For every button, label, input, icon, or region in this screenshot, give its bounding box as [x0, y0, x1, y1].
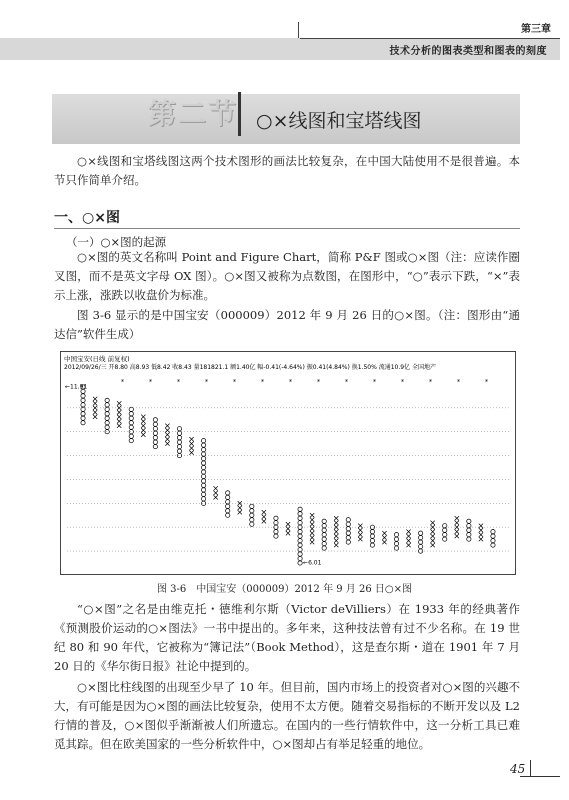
pf-o-mark — [201, 474, 205, 478]
pf-o-mark — [105, 416, 109, 420]
pf-o-mark — [201, 497, 205, 501]
pf-o-mark — [491, 530, 495, 534]
pf-o-mark — [394, 537, 398, 541]
pf-o-mark — [129, 439, 133, 443]
pf-o-mark — [443, 528, 447, 532]
pf-o-mark — [346, 518, 350, 522]
section-title: ○×线图和宝塔线图 — [256, 110, 422, 132]
page-number-divider — [530, 760, 531, 776]
pf-o-mark — [250, 504, 254, 508]
pf-o-mark — [418, 536, 422, 540]
date-marker: * — [261, 379, 264, 386]
pf-o-mark — [201, 488, 205, 492]
pf-o-mark — [153, 427, 157, 431]
pf-o-mark — [418, 549, 422, 553]
date-marker: * — [485, 379, 488, 386]
pf-o-mark — [129, 407, 133, 411]
body-paragraph: “○×图”之名是由维克托・德维利尔斯（Victor deVilliers）在 1933 年的经典著作《预测股价运动的○×图法》一书中提出的。多年来，这种技法曾有过不少名称。在 19 世纪 80 和 90 年代，它被称为“簿记法”（Book Method），这是查尔斯・道在 1901 年 7 月 20 日的《华尔街日报》社论中提到的。 — [54, 602, 520, 673]
pf-o-mark — [322, 537, 326, 541]
pf-o-mark — [322, 528, 326, 532]
pf-o-mark — [105, 421, 109, 425]
pf-o-mark — [491, 543, 495, 547]
pf-o-mark — [226, 509, 230, 513]
pf-o-mark — [226, 513, 230, 517]
intro-paragraph: ○×线图和宝塔线图这两个技术图形的画法比较复杂，在中国大陆使用不是很普遍。本节只作简单介绍。 — [54, 154, 520, 187]
pf-o-mark — [177, 436, 181, 440]
date-marker: * — [177, 379, 180, 386]
pf-o-mark — [129, 421, 133, 425]
pf-o-mark — [153, 422, 157, 426]
pf-chart-svg — [61, 352, 515, 574]
date-marker: * — [121, 379, 124, 386]
pf-o-mark — [153, 444, 157, 448]
page-number: 45 — [510, 762, 526, 776]
pf-o-mark — [394, 533, 398, 537]
pf-o-mark — [81, 407, 85, 411]
pf-o-mark — [322, 546, 326, 550]
pf-o-mark — [81, 398, 85, 402]
pf-o-mark — [153, 431, 157, 435]
pf-o-mark — [491, 538, 495, 542]
pf-o-mark — [201, 443, 205, 447]
pf-o-mark — [322, 541, 326, 545]
pf-o-mark — [201, 447, 205, 451]
pf-o-mark — [129, 416, 133, 420]
pf-o-mark — [177, 444, 181, 448]
page-number-rule — [520, 776, 560, 777]
pf-o-mark — [201, 492, 205, 496]
header-rule — [300, 38, 560, 39]
pf-o-mark — [81, 412, 85, 416]
pf-o-mark — [443, 537, 447, 541]
pf-o-mark — [467, 533, 471, 537]
running-header-chapter: 第三章 — [521, 24, 551, 35]
pf-o-mark — [105, 398, 109, 402]
pf-o-mark — [370, 530, 374, 534]
pf-o-mark — [298, 534, 302, 538]
pf-o-mark — [226, 495, 230, 499]
pf-o-mark — [201, 479, 205, 483]
pf-o-mark — [418, 544, 422, 548]
date-marker: * — [149, 379, 152, 386]
pf-o-mark — [298, 543, 302, 547]
pf-o-mark — [274, 521, 278, 525]
pf-o-mark — [274, 516, 278, 520]
pf-o-mark — [322, 519, 326, 523]
low-label: ←6.01 — [303, 559, 322, 567]
pf-o-mark — [226, 491, 230, 495]
pf-o-mark — [467, 524, 471, 528]
pf-o-mark — [346, 540, 350, 544]
date-marker: * — [233, 379, 236, 386]
pf-o-mark — [467, 519, 471, 523]
pf-o-mark — [201, 470, 205, 474]
pf-o-mark — [177, 431, 181, 435]
pf-o-mark — [153, 418, 157, 422]
pf-o-mark — [201, 465, 205, 469]
pf-o-mark — [274, 534, 278, 538]
pf-o-mark — [81, 421, 85, 425]
pf-o-mark — [467, 528, 471, 532]
pf-o-mark — [346, 522, 350, 526]
section-divider — [238, 92, 241, 136]
pf-o-mark — [177, 440, 181, 444]
pf-o-mark — [322, 524, 326, 528]
pf-o-mark — [443, 533, 447, 537]
heading-1: 一、○×图 — [54, 210, 120, 226]
pf-o-mark — [81, 403, 85, 407]
pf-o-mark — [129, 412, 133, 416]
pf-o-mark — [201, 439, 205, 443]
pf-o-mark — [298, 521, 302, 525]
pf-o-mark — [105, 412, 109, 416]
pf-o-mark — [298, 538, 302, 542]
date-marker: * — [289, 379, 292, 386]
pf-o-mark — [105, 407, 109, 411]
pf-o-mark — [105, 425, 109, 429]
section-label: 第二节 — [148, 97, 239, 130]
pf-o-mark — [226, 500, 230, 504]
pf-o-mark — [177, 449, 181, 453]
pf-o-mark — [201, 452, 205, 456]
chart-info: 2012/09/26/三 开8.80 高8.93 低8.42 收8.43 量181821.1 额1.40亿 幅-0.41(-4.64%) 振0.41(4.84%) 换1.50% 流通10.9亿 全国地产 — [64, 364, 436, 371]
pf-o-mark — [201, 483, 205, 487]
header-divider — [298, 22, 299, 38]
pf-o-mark — [81, 394, 85, 398]
pf-chart — [60, 351, 516, 575]
pf-o-mark — [443, 524, 447, 528]
body-paragraph: 图 3-6 显示的是中国宝安（000009）2012 年 9 月 26 日的○×图。（注：图形由“通达信”软件生成） — [54, 308, 520, 341]
pf-o-mark — [298, 561, 302, 565]
pf-o-mark — [394, 546, 398, 550]
pf-o-mark — [226, 504, 230, 508]
figure-caption: 图 3-6 中国宝安（000009）2012 年 9 月 26 日○×图 — [157, 584, 412, 595]
high-label: ←11.91 — [65, 383, 88, 391]
pf-o-mark — [129, 434, 133, 438]
chart-title: 中国宝安(日线 前复权) — [64, 355, 130, 363]
date-marker: * — [317, 379, 320, 386]
pf-o-mark — [129, 430, 133, 434]
date-marker: * — [429, 379, 432, 386]
body-paragraph: ○×图比柱线图的出现至少早了 10 年。但目前，国内市场上的投资者对○×图的兴趣不大，有可能是因为○×图的画法比较复杂，使用不太方便。随着交易指标的不断开发以及 L2 行情的普及，○×图似乎渐渐被人们所遗忘。在国内的一些行情软件中，这一分析工具已难觅其踪。但在欧美国家的一些分析软件中，○×图却占有举足轻重的地位。 — [54, 680, 520, 751]
pf-o-mark — [250, 513, 254, 517]
pf-o-mark — [394, 541, 398, 545]
pf-o-mark — [250, 509, 254, 513]
date-marker: * — [401, 379, 404, 386]
pf-o-mark — [467, 537, 471, 541]
pf-o-mark — [177, 453, 181, 457]
pf-o-mark — [346, 531, 350, 535]
pf-o-mark — [250, 522, 254, 526]
pf-o-mark — [418, 540, 422, 544]
pf-o-mark — [322, 533, 326, 537]
pf-o-mark — [370, 534, 374, 538]
date-marker: * — [205, 379, 208, 386]
heading-2: （一）○×图的起源 — [66, 235, 167, 249]
pf-o-mark — [81, 416, 85, 420]
pf-o-mark — [491, 534, 495, 538]
pf-o-mark — [153, 440, 157, 444]
date-marker: * — [373, 379, 376, 386]
pf-o-mark — [274, 530, 278, 534]
pf-o-mark — [250, 518, 254, 522]
body-paragraph: ○×图的英文名称叫 Point and Figure Chart，简称 P&F 图或○×图（注：应读作圈叉图，而不是英文字母 OX 图）。○×图又被称为点数图，在图形中，“○”表示下跌，“×”表示上涨，涨跌以收盘价为标准。 — [54, 250, 520, 302]
pf-o-mark — [298, 556, 302, 560]
pf-o-mark — [298, 512, 302, 516]
pf-o-mark — [298, 507, 302, 511]
pf-o-mark — [129, 425, 133, 429]
pf-o-mark — [201, 461, 205, 465]
pf-o-mark — [105, 403, 109, 407]
pf-o-mark — [346, 527, 350, 531]
pf-o-mark — [177, 427, 181, 431]
pf-o-mark — [298, 530, 302, 534]
heading-rule — [54, 228, 520, 229]
pf-o-mark — [370, 538, 374, 542]
pf-o-mark — [298, 516, 302, 520]
pf-o-mark — [298, 547, 302, 551]
pf-o-mark — [298, 552, 302, 556]
date-marker: * — [457, 379, 460, 386]
date-marker: * — [345, 379, 348, 386]
running-header-subtitle: 技术分析的图表类型和图表的刻度 — [389, 46, 547, 57]
pf-o-mark — [201, 456, 205, 460]
pf-o-mark — [105, 430, 109, 434]
pf-o-mark — [418, 531, 422, 535]
pf-o-mark — [346, 536, 350, 540]
pf-o-mark — [370, 543, 374, 547]
pf-o-mark — [153, 436, 157, 440]
